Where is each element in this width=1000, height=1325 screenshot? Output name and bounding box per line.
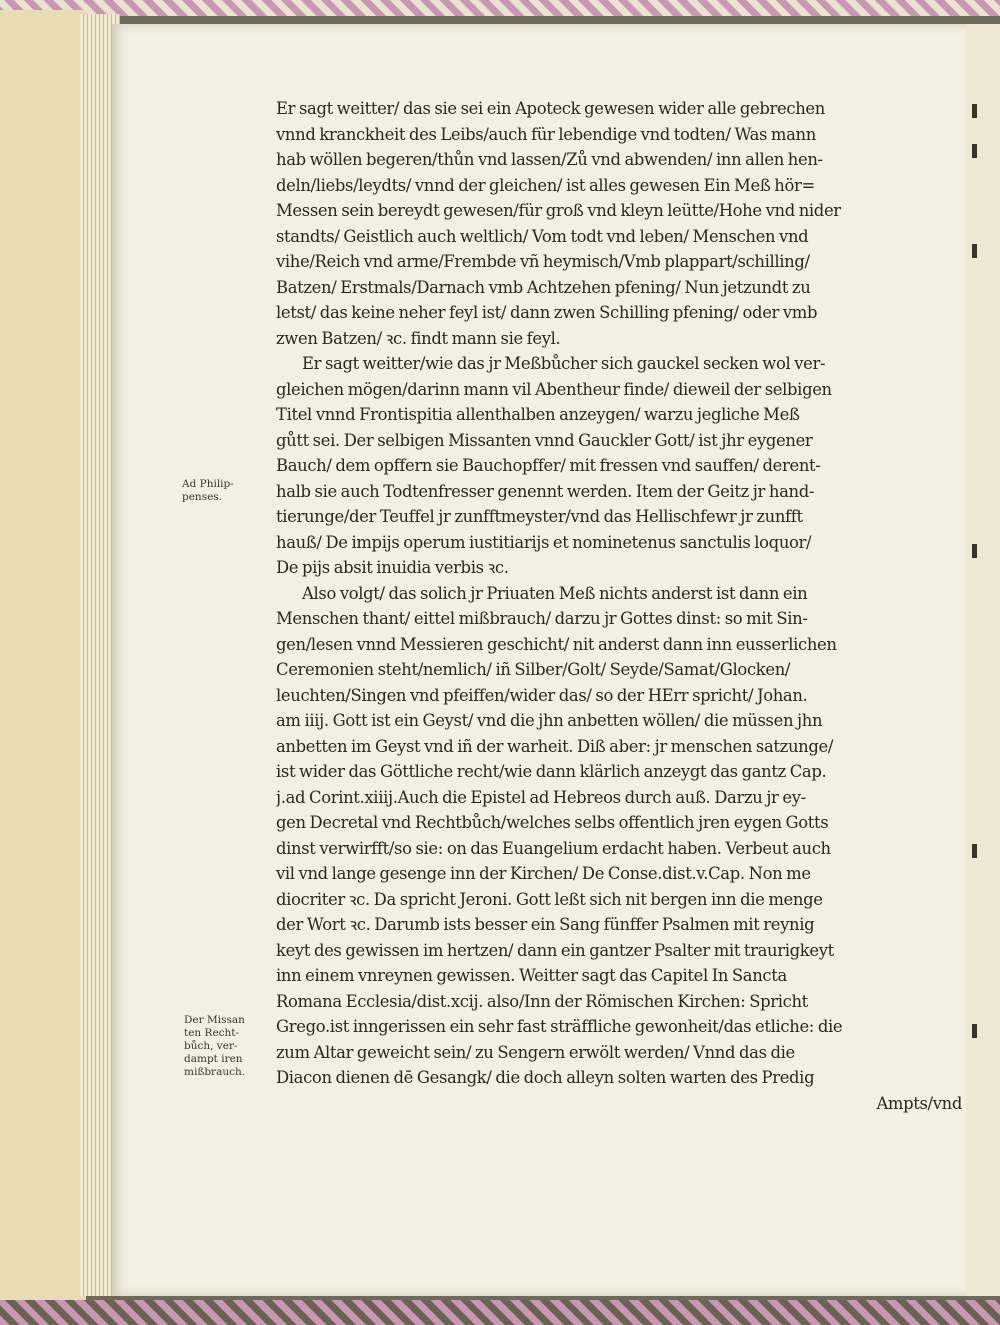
margin-note-line: mißbrauch.	[184, 1066, 246, 1078]
text-line: gen/lesen vnnd Messieren geschicht/ nit anderst dann inn eusserlichen	[276, 634, 837, 654]
edge-glyph	[972, 1024, 977, 1038]
text-line: De pijs absit inuidia verbis ꝛc.	[276, 558, 509, 577]
text-line: Also volgt/ das solich jr Priuaten Meß nichts anderst ist dann ein	[302, 583, 808, 603]
facing-page-edge	[966, 24, 1000, 1296]
text-line: letst/ das keine neher feyl ist/ dann zwen Schilling pfening/ oder vmb	[276, 303, 818, 322]
edge-glyph	[972, 544, 977, 558]
text-line: anbetten im Geyst vnd iñ der warheit. Diß aber: jr menschen satzunge/	[276, 736, 834, 756]
text-line: am iiij. Gott ist ein Geyst/ vnd die jhn anbetten wöllen/ die müssen jhn	[276, 711, 823, 730]
text-line: Diacon dienen dē Gesangk/ die doch alleyn solten warten des Predig	[276, 1068, 815, 1087]
main-text-block	[276, 96, 966, 1116]
text-line: Messen sein bereydt gewesen/für groß vnd kleyn leütte/Hohe vnd nider	[276, 201, 841, 220]
text-line: Er sagt weitter/wie das jr Meßbůcher sich gauckel secken wol ver-	[302, 354, 826, 373]
text-line: der Wort ꝛc. Darumb ists besser ein Sang fünffer Psalmen mit reynig	[276, 915, 815, 934]
margin-note-line: bůch, ver-	[184, 1040, 238, 1052]
edge-glyph	[972, 844, 977, 858]
text-line: hab wöllen begeren/thůn vnd lassen/Zů vnd abwenden/ inn allen hen-	[276, 150, 823, 169]
text-line: Ceremonien steht/nemlich/ iñ Silber/Golt/ Seyde/Samat/Glocken/	[276, 660, 791, 679]
text-line: Grego.ist inngerissen ein sehr fast sträffliche gewonheit/das etliche: die	[276, 1017, 843, 1036]
text-line: keyt des gewissen im hertzen/ dann ein gantzer Psalter mit traurigkeyt	[276, 940, 834, 960]
text-line: gen Decretal vnd Rechtbůch/welches selbs offentlich jren eygen Gotts	[276, 813, 829, 832]
text-line: dinst verwirfft/so sie: on das Euangelium erdacht haben. Verbeut auch	[276, 838, 831, 858]
text-line: Menschen thant/ eittel mißbrauch/ darzu jr Gottes dinst: so mit Sin-	[276, 609, 808, 628]
text-line: zwen Batzen/ ꝛc. findt mann sie feyl.	[276, 328, 561, 348]
text-line: vihe/Reich vnd arme/Frembde vñ heymisch/Vmb plappart/schilling/	[276, 252, 810, 271]
text-line: deln/liebs/leydts/ vnnd der gleichen/ ist alles gewesen Ein Meß hör=	[276, 175, 815, 195]
catchword: Ampts/vnd	[876, 1093, 962, 1113]
text-line: hauß/ De impijs operum iustitiarijs et nominetenus sanctulis loquor/	[276, 532, 812, 552]
text-line: diocriter ꝛc. Da spricht Jeroni. Gott leßt sich nit bergen inn die menge	[276, 889, 823, 909]
bottom-edge-strip	[0, 1300, 1000, 1325]
text-line: tierunge/der Teuffel jr zunfftmeyster/vnd das Hellischfewr jr zunfft	[276, 507, 803, 526]
text-line: vil vnd lange gesenge inn der Kirchen/ De Conse.dist.v.Cap. Non me	[276, 864, 811, 883]
edge-glyph	[972, 144, 977, 158]
edge-glyph	[972, 104, 977, 118]
text-line: halb sie auch Todtenfresser genennt werden. Item der Geitz jr hand-	[276, 481, 815, 501]
text-line: Bauch/ dem opffern sie Bauchopffer/ mit fressen vnd sauffen/ derent-	[276, 456, 821, 475]
text-line: Batzen/ Erstmals/Darnach vmb Achtzehen pfening/ Nun jetzundt zu	[276, 277, 811, 297]
text-line: Titel vnnd Frontispitia allenthalben anzeygen/ warzu jegliche Meß	[276, 405, 800, 424]
text-line: zum Altar geweicht sein/ zu Sengern erwölt werden/ Vnnd das die	[276, 1042, 795, 1062]
text-line: j.ad Corint.xiiij.Auch die Epistel ad Hebreos durch auß. Darzu jr ey-	[276, 787, 806, 807]
text-line: leuchten/Singen vnd pfeiffen/wider das/ so der HErr spricht/ Johan.	[276, 685, 808, 705]
margin-note-line: dampt iren	[184, 1053, 243, 1065]
text-line: Er sagt weitter/ das sie sei ein Apoteck gewesen wider alle gebrechen	[276, 99, 825, 118]
text-line: inn einem vnreynen gewissen. Weitter sagt das Capitel In Sancta	[276, 966, 787, 985]
text-line: ist wider das Göttliche recht/wie dann klärlich anzeygt das gantz Cap.	[276, 762, 827, 781]
text-line: gůtt sei. Der selbigen Missanten vnnd Gauckler Gott/ ist jhr eygener	[276, 430, 813, 450]
edge-glyph	[972, 244, 977, 258]
margin-note-line: penses.	[182, 491, 223, 503]
margin-note-philippenses	[182, 478, 272, 504]
text-line: Romana Ecclesia/dist.xcij. also/Inn der Römischen Kirchen: Spricht	[276, 991, 808, 1011]
text-line: gleichen mögen/darinn mann vil Abentheur finde/ dieweil der selbigen	[276, 379, 832, 399]
top-edge-strip	[0, 0, 1000, 16]
margin-note-line: Ad Philip-	[182, 478, 234, 490]
text-line: vnnd kranckheit des Leibs/auch für lebendige vnd todten/ Was mann	[276, 124, 816, 144]
margin-note-line: Der Missan	[184, 1014, 245, 1026]
previous-page-edge	[0, 10, 86, 1300]
margin-note-missanten	[184, 1014, 274, 1079]
margin-note-line: ten Recht-	[184, 1027, 240, 1039]
text-line: standts/ Geistlich auch weltlich/ Vom todt vnd leben/ Menschen vnd	[276, 226, 809, 246]
